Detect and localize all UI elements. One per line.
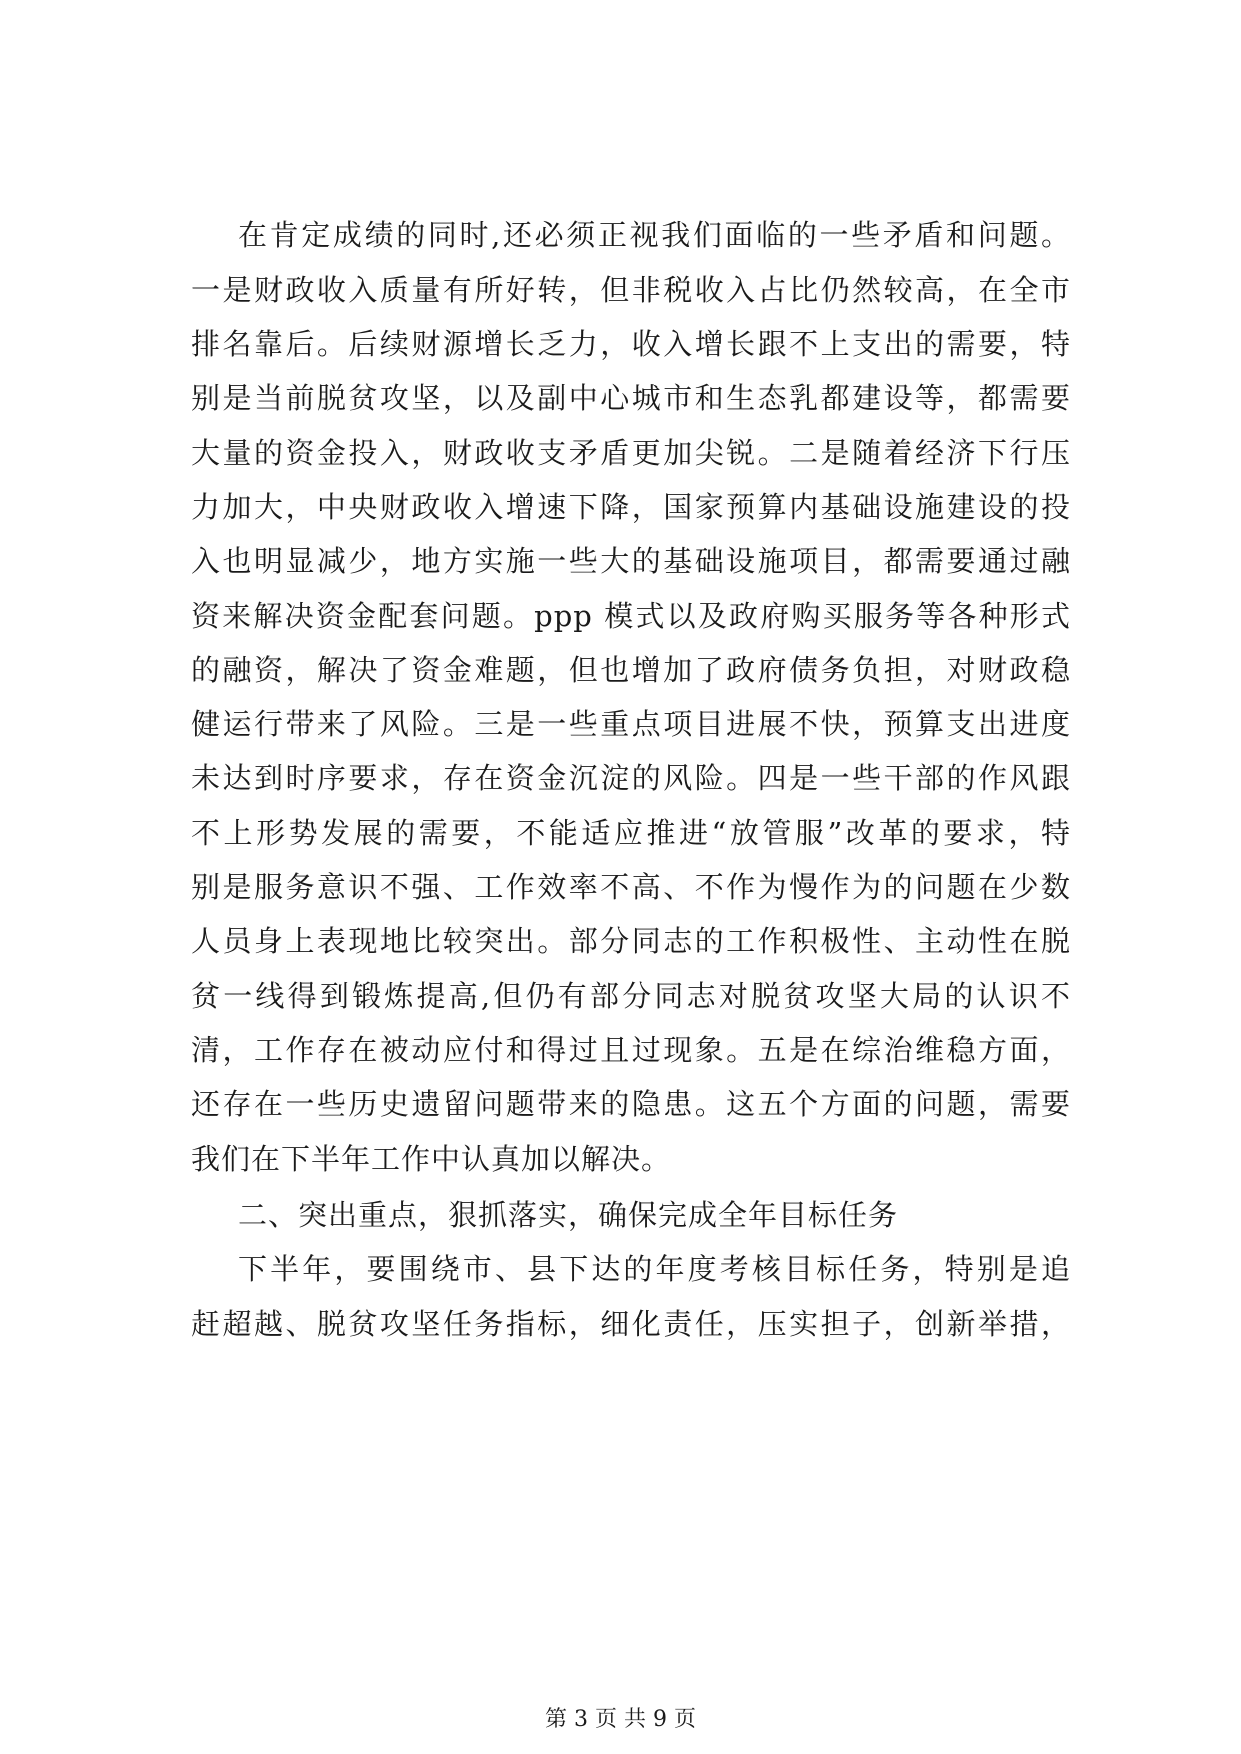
paragraph-line: 未达到时序要求，存在资金沉淀的风险。四是一些干部的作风跟: [191, 761, 1071, 795]
paragraph-line: 在肯定成绩的同时,还必须正视我们面临的一些矛盾和问题。: [238, 218, 1071, 252]
paragraph-line: 资来解决资金配套问题。ppp 模式以及政府购买服务等各种形式: [191, 599, 1071, 633]
section-heading: 二、突出重点，狠抓落实，确保完成全年目标任务: [238, 1198, 899, 1232]
paragraph-line: 别是服务意识不强、工作效率不高、不作为慢作为的问题在少数: [191, 870, 1071, 904]
paragraph-line: 大量的资金投入，财政收支矛盾更加尖锐。二是随着经济下行压: [191, 436, 1071, 470]
paragraph-line: 清，工作存在被动应付和得过且过现象。五是在综治维稳方面，: [191, 1033, 1071, 1067]
paragraph-line: 我们在下半年工作中认真加以解决。: [191, 1142, 672, 1176]
page-footer: [0, 1705, 1241, 1735]
paragraph-line: 人员身上表现地比较突出。部分同志的工作积极性、主动性在脱: [191, 924, 1071, 958]
paragraph-line: 贫一线得到锻炼提高,但仍有部分同志对脱贫攻坚大局的认识不: [191, 979, 1071, 1013]
paragraph-line: 赶超越、脱贫攻坚任务指标，细化责任，压实担子，创新举措，: [191, 1307, 1071, 1341]
paragraph-line: 入也明显减少，地方实施一些大的基础设施项目，都需要通过融: [191, 544, 1071, 578]
paragraph-line: 排名靠后。后续财源增长乏力，收入增长跟不上支出的需要，特: [191, 327, 1071, 361]
paragraph-line: 别是当前脱贫攻坚，以及副中心城市和生态乳都建设等，都需要: [191, 381, 1071, 415]
paragraph-line: 下半年，要围绕市、县下达的年度考核目标任务，特别是追: [238, 1252, 1071, 1286]
paragraph-line: 还存在一些历史遗留问题带来的隐患。这五个方面的问题，需要: [191, 1087, 1071, 1121]
paragraph-line: 不上形势发展的需要，不能适应推进“放管服”改革的要求，特: [191, 816, 1071, 850]
paragraph-line: 力加大，中央财政收入增速下降，国家预算内基础设施建设的投: [191, 490, 1071, 524]
paragraph-line: 的融资，解决了资金难题，但也增加了政府债务负担，对财政稳: [191, 653, 1071, 687]
paragraph-line: 健运行带来了风险。三是一些重点项目进展不快，预算支出进度: [191, 707, 1071, 741]
page-number-label: 第 3 页 共 9 页: [545, 1707, 696, 1732]
paragraph-line: 一是财政收入质量有所好转，但非税收入占比仍然较高，在全市: [191, 273, 1071, 307]
